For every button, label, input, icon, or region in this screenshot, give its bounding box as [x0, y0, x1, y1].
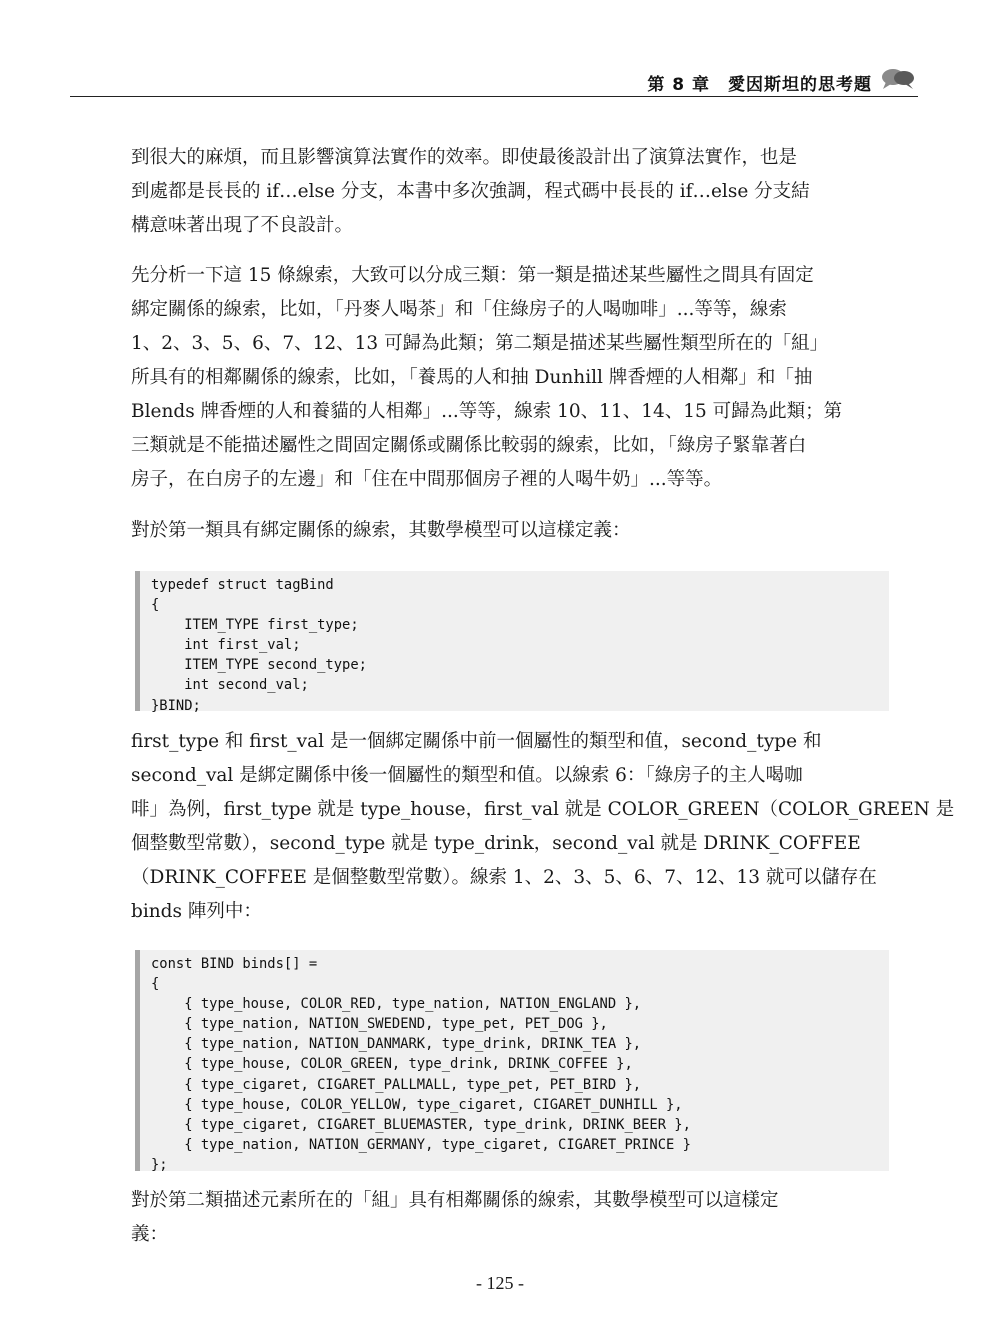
paragraph-3: [131, 514, 887, 548]
code-line: {: [151, 597, 160, 614]
code-line: { type_nation, NATION_SWEDEND, type_pet, PET_DOG },: [151, 1016, 608, 1033]
text-line: 啡」為例，first_type 就是 type_house，first_val 就是 COLOR_GREEN（COLOR_GREEN 是: [131, 799, 955, 820]
code-line: { type_cigaret, CIGARET_BLUEMASTER, type_drink, DRINK_BEER },: [151, 1116, 691, 1133]
text-line: 綁定關係的線索，比如，「丹麥人喝茶」和「住綠房子的人喝咖啡」...等等，線索: [131, 299, 787, 320]
text-line: 1、2、3、5、6、7、12、13 可歸為此類；第二類是描述某些屬性類型所在的「組」: [131, 333, 829, 354]
text-line: 構意味著出現了不良設計。: [131, 215, 354, 236]
code-line: }BIND;: [151, 697, 201, 714]
code-line: ITEM_TYPE first_type;: [151, 617, 359, 634]
code-block-binds-array: [135, 950, 889, 1171]
paragraph-1: [131, 141, 887, 243]
text-line: 對於第一類具有綁定關係的線索，其數學模型可以這樣定義：: [131, 520, 631, 541]
code-line: const BIND binds[] =: [151, 956, 318, 972]
code-line: };: [151, 1156, 168, 1173]
code-line: ITEM_TYPE second_type;: [151, 657, 367, 674]
page-number: - 125 -: [476, 1273, 524, 1293]
text-line: first_type 和 first_val 是一個綁定關係中前一個屬性的類型和值，second_type 和: [131, 731, 822, 752]
paragraph-2: [131, 259, 887, 497]
code-line: typedef struct tagBind: [151, 577, 334, 593]
code-line: { type_nation, NATION_DANMARK, type_drink, DRINK_TEA },: [151, 1036, 642, 1053]
code-line: { type_nation, NATION_GERMANY, type_cigaret, CIGARET_PRINCE }: [151, 1136, 691, 1153]
text-line: binds 陣列中：: [131, 901, 262, 922]
text-line: 所具有的相鄰關係的線索，比如，「養馬的人和抽 Dunhill 牌香煙的人相鄰」和「抽: [131, 367, 813, 388]
chapter-title: 第 8 章 愛因斯坦的思考題: [647, 75, 872, 95]
page-header: [70, 64, 918, 97]
text-line: （DRINK_COFFEE 是個整數型常數）。線索 1、2、3、5、6、7、12、13 就可以儲存在: [131, 867, 877, 888]
code-line: { type_cigaret, CIGARET_PALLMALL, type_pet, PET_BIRD },: [151, 1076, 642, 1093]
text-line: Blends 牌香煙的人和養貓的人相鄰」...等等，線索 10、11、14、15 可歸為此類；第: [131, 401, 843, 422]
code-line: { type_house, COLOR_GREEN, type_drink, DRINK_COFFEE },: [151, 1056, 633, 1073]
paragraph-4: [131, 725, 955, 929]
code-block-bind-struct: [135, 571, 889, 714]
text-line: 義：: [131, 1224, 169, 1245]
text-line: 個整數型常數），second_type 就是 type_drink，second_val 就是 DRINK_COFFEE: [131, 833, 861, 854]
text-line: 房子，在白房子的左邊」和「住在中間那個房子裡的人喝牛奶」...等等。: [131, 469, 723, 490]
code-line: { type_house, COLOR_YELLOW, type_cigaret, CIGARET_DUNHILL },: [151, 1096, 683, 1113]
code-line: int second_val;: [151, 677, 309, 694]
text-line: 對於第二類描述元素所在的「組」具有相鄰關係的線索，其數學模型可以這樣定: [131, 1190, 779, 1211]
text-line: 三類就是不能描述屬性之間固定關係或關係比較弱的線索，比如，「綠房子緊靠著白: [131, 435, 807, 456]
text-line: 到處都是長長的 if…else 分支，本書中多次強調，程式碼中長長的 if…else 分支結: [131, 181, 810, 202]
text-line: 到很大的麻煩，而且影響演算法實作的效率。即使最後設計出了演算法實作，也是: [131, 147, 798, 168]
code-line: {: [151, 976, 160, 993]
text-line: 先分析一下這 15 條線索，大致可以分成三類：第一類是描述某些屬性之間具有固定: [131, 265, 814, 286]
text-line: second_val 是綁定關係中後一個屬性的類型和值。以線索 6：「綠房子的主人喝咖: [131, 765, 803, 786]
code-line: int first_val;: [151, 637, 301, 654]
paragraph-5: [131, 1184, 887, 1252]
speech-bubbles-icon: [880, 66, 916, 92]
code-line: { type_house, COLOR_RED, type_nation, NATION_ENGLAND },: [151, 996, 642, 1013]
